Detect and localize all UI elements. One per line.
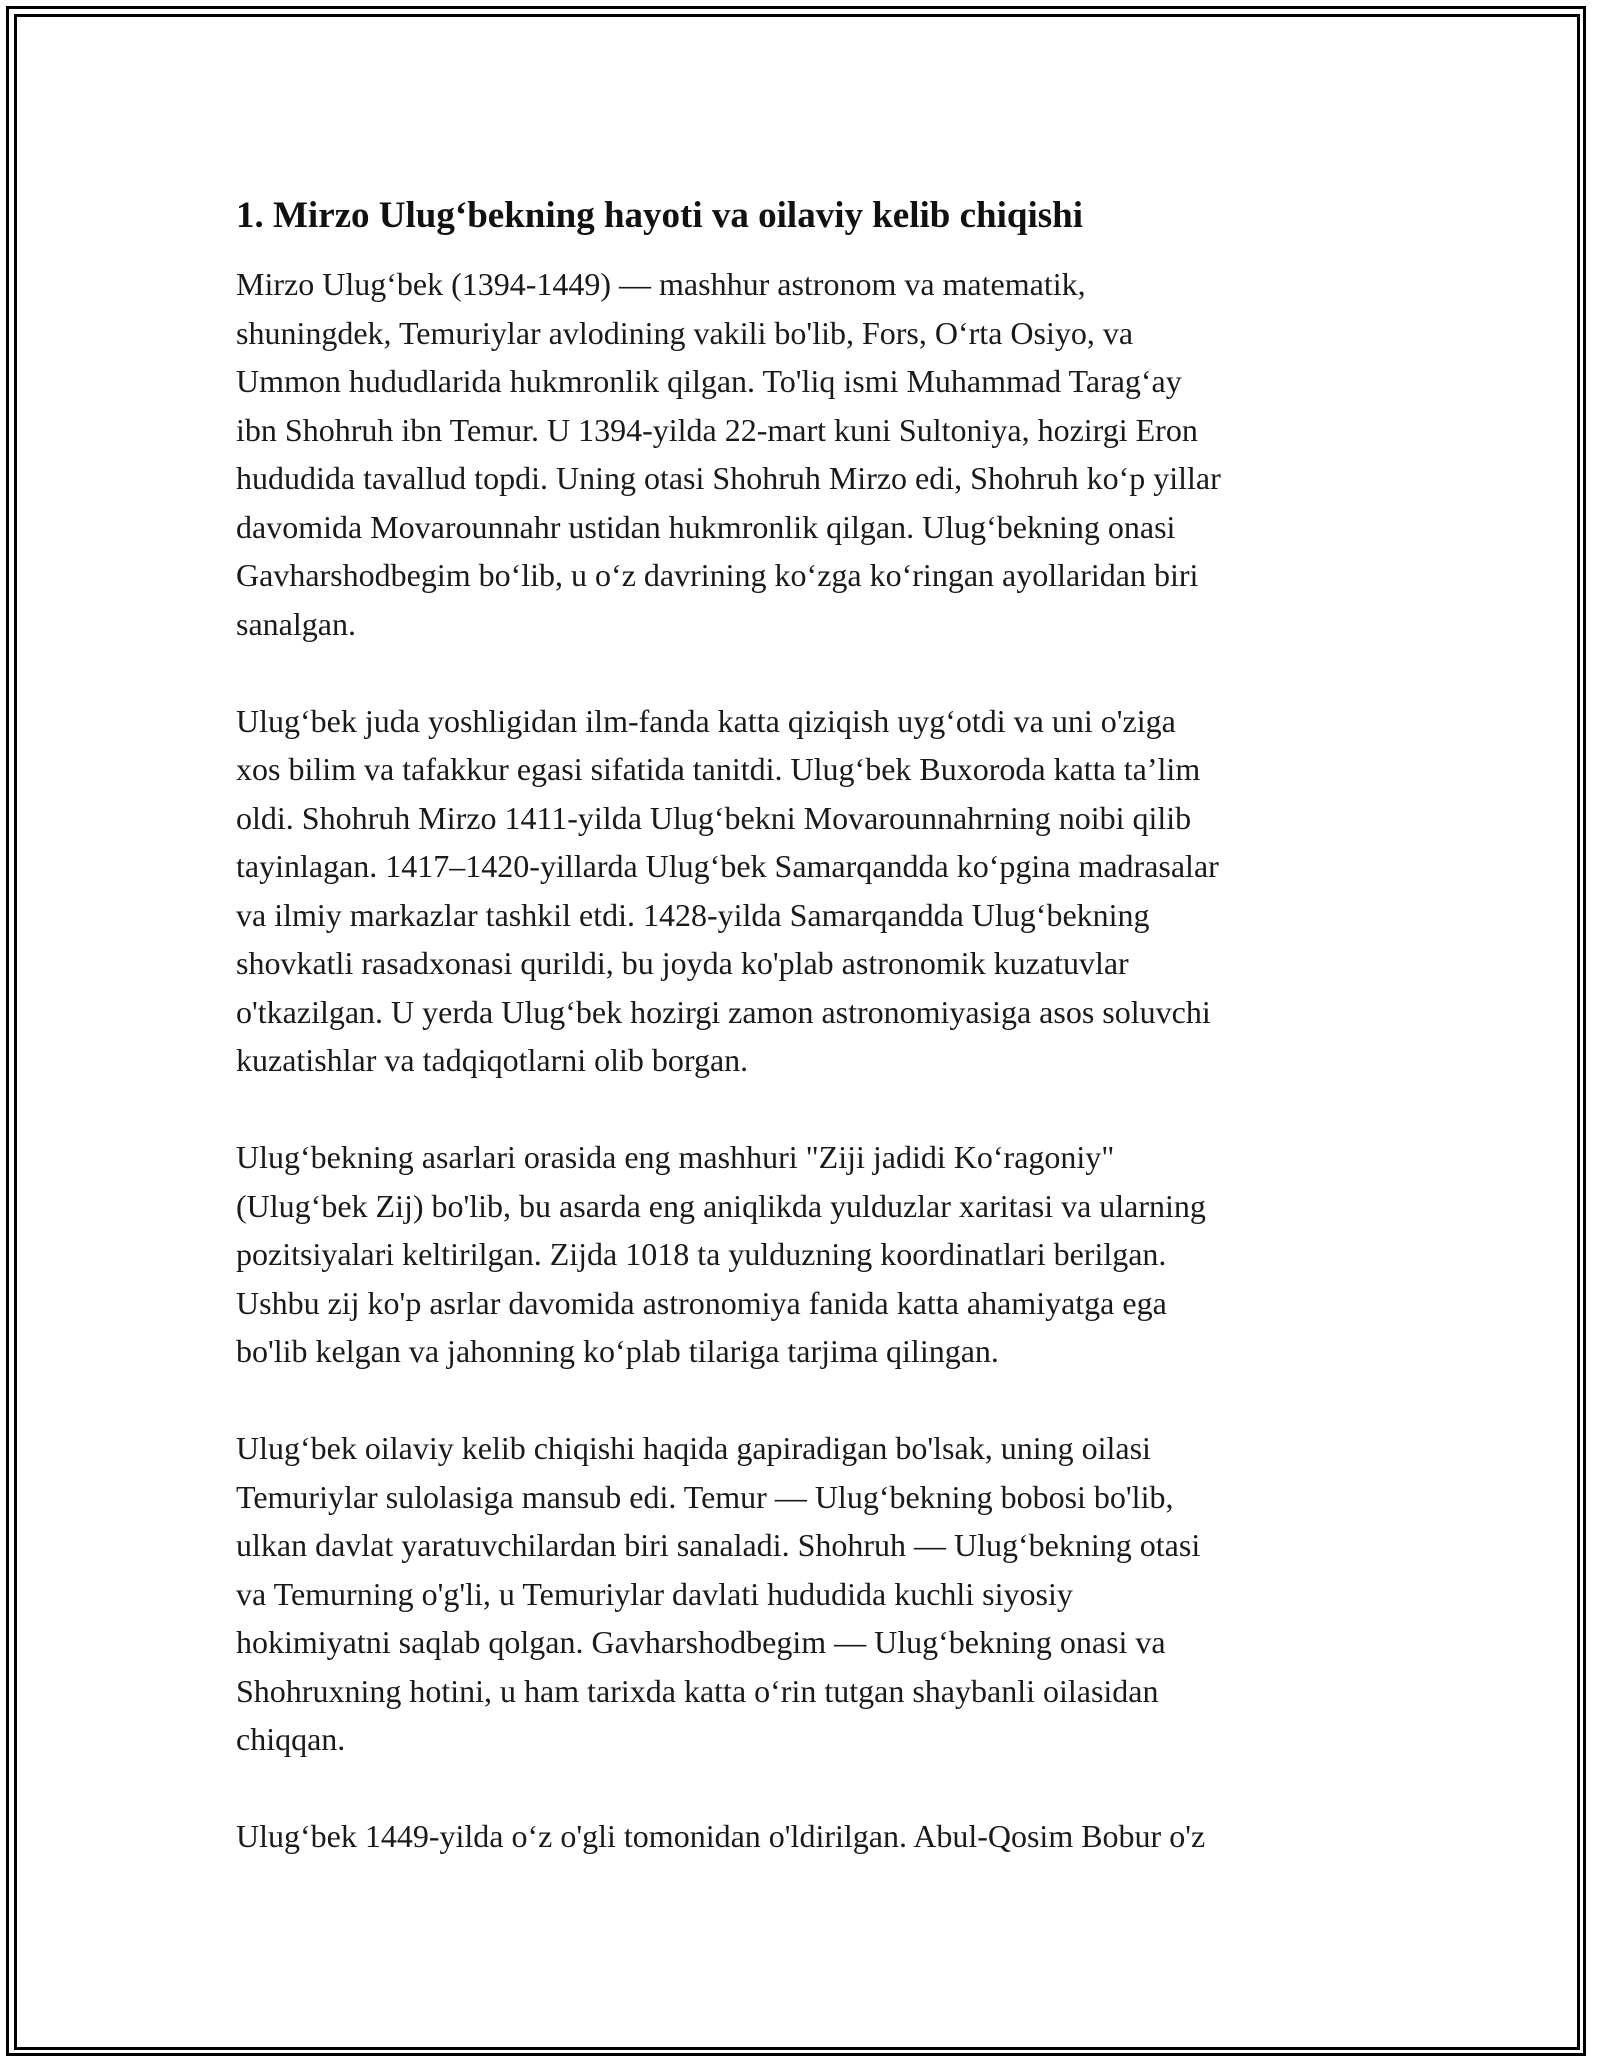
paragraph-2 — [236, 697, 1386, 1085]
text-line: tayinlagan. 1417–1420-yillarda Ulug‘bek Samarqandda ko‘pgina madrasalar — [236, 848, 1219, 884]
paragraph-3 — [236, 1133, 1386, 1376]
text-line: Shohruxning hotini, u ham tarixda katta o‘rin tutgan shaybanli oilasidan — [236, 1672, 1159, 1709]
text-line: va ilmiy markazlar tashkil etdi. 1428-yilda Samarqandda Ulug‘bekning — [236, 896, 1150, 933]
text-line: Ulug‘bek oilaviy kelib chiqishi haqida gapiradigan bo'lsak, uning oilasi — [236, 1430, 1151, 1466]
text-line: va Temurning o'g'li, u Temuriylar davlati hududida kuchli siyosiy — [236, 1575, 1073, 1612]
text-line: davomida Movarounnahr ustidan hukmronlik qilgan. Ulug‘bekning onasi — [236, 508, 1176, 545]
text-line: shovkatli rasadxonasi qurildi, bu joyda ko'plab astronomik kuzatuvlar — [236, 945, 1129, 981]
text-line: Gavharshodbegim bo‘lib, u o‘z davrining ko‘zga ko‘ringan ayollaridan biri — [236, 557, 1199, 593]
text-line: (Ulug‘bek Zij) bo'lib, bu asarda eng aniqlikda yulduzlar xaritasi va ularning — [236, 1187, 1206, 1224]
paragraph-1 — [236, 260, 1386, 648]
text-line: ibn Shohruh ibn Temur. U 1394-yilda 22-mart kuni Sultoniya, hozirgi Eron — [236, 411, 1198, 448]
text-line: pozitsiyalari keltirilgan. Zijda 1018 ta yulduzning koordinatlari berilgan. — [236, 1236, 1167, 1272]
text-line: bo'lib kelgan va jahonning ko‘plab tilariga tarjima qilingan. — [236, 1333, 999, 1369]
text-line: oldi. Shohruh Mirzo 1411-yilda Ulug‘bekni Movarounnahrning noibi qilib — [236, 799, 1192, 836]
text-line: chiqqan. — [236, 1721, 346, 1757]
paragraph-5 — [236, 1812, 1386, 1861]
text-line: o'tkazilgan. U yerda Ulug‘bek hozirgi zamon astronomiyasiga asos soluvchi — [236, 993, 1211, 1030]
text-line: kuzatishlar va tadqiqotlarni olib borgan. — [236, 1042, 749, 1078]
text-line: hududida tavallud topdi. Uning otasi Shohruh Mirzo edi, Shohruh ko‘p yillar — [236, 460, 1221, 496]
text-line: xos bilim va tafakkur egasi sifatida tanitdi. Ulug‘bek Buxoroda katta ta’lim — [236, 751, 1201, 787]
text-line: sanalgan. — [236, 605, 356, 642]
section-heading: 1. Mirzo Ulug‘bekning hayoti va oilaviy kelib chiqishi — [236, 195, 1084, 236]
text-line: Ushbu zij ko'p asrlar davomida astronomiya fanida katta ahamiyatga ega — [236, 1284, 1167, 1321]
text-line: Temuriylar sulolasiga mansub edi. Temur — Ulug‘bekning bobosi bo'lib, — [236, 1478, 1174, 1515]
paragraph-4 — [236, 1424, 1386, 1764]
text-line: Ummon hududlarida hukmronlik qilgan. To'liq ismi Muhammad Tarag‘ay — [236, 363, 1182, 399]
text-line: Ulug‘bekning asarlari orasida eng mashhuri "Ziji jadidi Ko‘ragoniy" — [236, 1139, 1115, 1175]
text-line: Mirzo Ulug‘bek (1394-1449) — mashhur astronom va matematik, — [236, 266, 1086, 302]
text-line: ulkan davlat yaratuvchilardan biri sanaladi. Shohruh — Ulug‘bekning otasi — [236, 1527, 1201, 1563]
text-line: Ulug‘bek juda yoshligidan ilm-fanda katta qiziqish uyg‘otdi va uni o'ziga — [236, 702, 1176, 739]
text-line: shuningdek, Temuriylar avlodining vakili bo'lib, Fors, O‘rta Osiyo, va — [236, 314, 1134, 351]
text-line: Ulug‘bek 1449-yilda o‘z o'gli tomonidan o'ldirilgan. Abul-Qosim Bobur o'z — [236, 1818, 1206, 1854]
text-line: hokimiyatni saqlab qolgan. Gavharshodbegim — Ulug‘bekning onasi va — [236, 1624, 1166, 1660]
document-body — [236, 180, 1386, 1909]
